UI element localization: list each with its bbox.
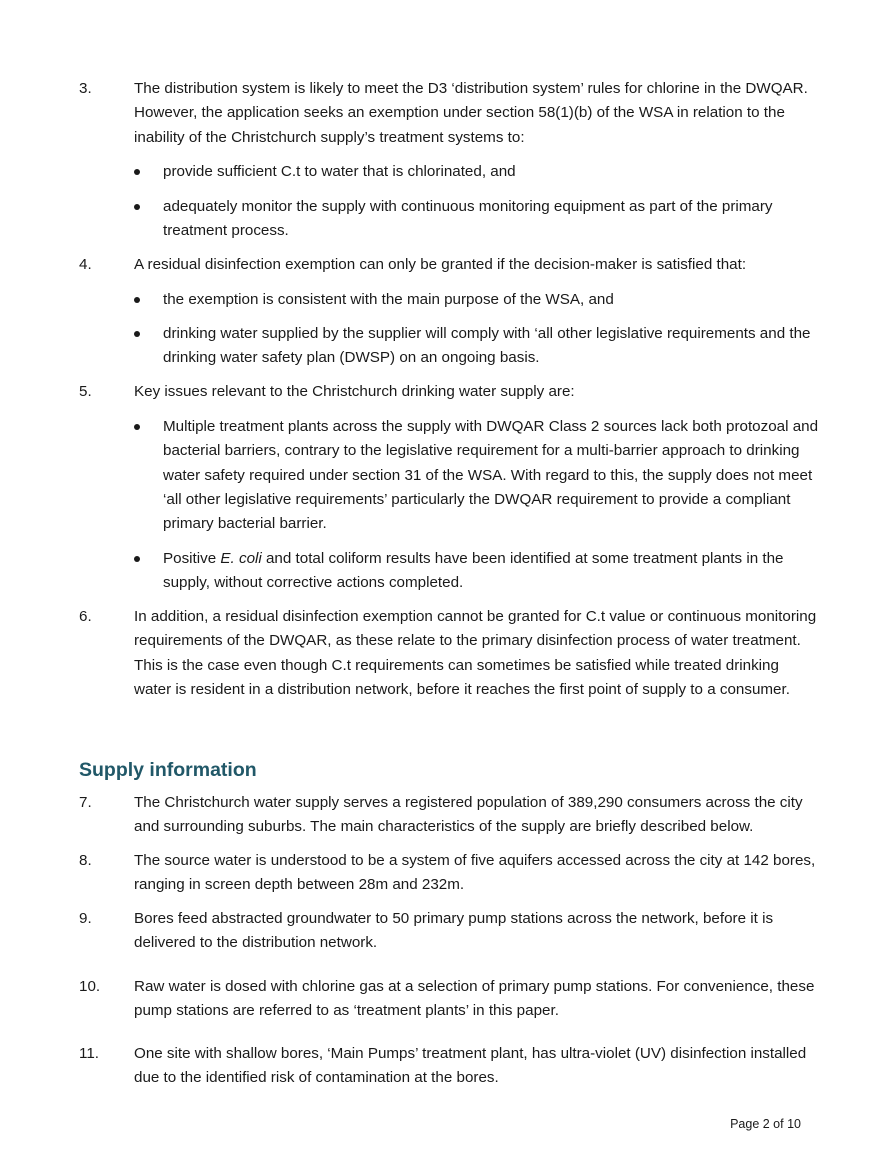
bullet-item — [134, 288, 819, 312]
paragraph-text: Raw water is dosed with chlorine gas at a selection of primary pump stations. For convenience, these pump stations are referred to as ‘treatment plants’ in this paper. — [134, 978, 815, 1020]
bullet-text-prefix: Positive — [163, 550, 221, 567]
paragraph-number: 4. — [79, 256, 92, 273]
paragraph-5 — [79, 380, 819, 404]
page-number: Page 2 of 10 — [730, 1117, 801, 1131]
paragraph-number: 8. — [79, 852, 92, 869]
paragraph-number: 3. — [79, 80, 92, 97]
paragraph-text: Key issues relevant to the Christchurch drinking water supply are: — [134, 383, 575, 400]
paragraph-number: 11. — [79, 1045, 99, 1062]
bullet-item — [134, 195, 819, 244]
bullet-text — [163, 547, 819, 596]
paragraph-3 — [79, 77, 819, 150]
paragraph-number: 9. — [79, 910, 92, 927]
bullet-item — [134, 547, 819, 596]
paragraph-number: 5. — [79, 383, 92, 400]
paragraph-number: 7. — [79, 794, 92, 811]
paragraph-8 — [79, 849, 819, 898]
paragraph-text: One site with shallow bores, ‘Main Pumps’ treatment plant, has ultra-violet (UV) disinfection installed due to the identified risk of contamination at the bores. — [134, 1045, 807, 1087]
bullet-text: provide sufficient C.t to water that is chlorinated, and — [163, 163, 516, 180]
paragraph-10 — [79, 975, 819, 1024]
paragraph-number: 10. — [79, 978, 101, 995]
bullet-text-suffix: and total coliform results have been identified at some treatment plants in the supply, without corrective actions completed. — [163, 550, 784, 592]
paragraph-11 — [79, 1042, 819, 1091]
bullet-item — [134, 415, 819, 536]
bullet-icon — [134, 204, 140, 210]
paragraph-6 — [79, 605, 819, 702]
section-heading: Supply information — [79, 759, 257, 781]
bullet-item — [134, 322, 819, 371]
bullet-icon — [134, 424, 140, 430]
paragraph-7 — [79, 791, 819, 840]
paragraph-number: 6. — [79, 608, 92, 625]
paragraph-text: Bores feed abstracted groundwater to 50 primary pump stations across the network, before it is delivered to the distribution network. — [134, 910, 774, 952]
bullet-item — [134, 160, 819, 184]
paragraph-4 — [79, 253, 819, 277]
bullet-icon — [134, 169, 140, 175]
bullet-text: Multiple treatment plants across the supply with DWQAR Class 2 sources lack both protozoal and bacterial barriers, contrary to the legislative requirement for a multi-barrier approach to drinking water safety required under section 31 of the WSA. With regard to this, the supply does not meet ‘all other legislative requirements’ particularly the DWQAR requirement to provide a compliant primary bacterial barrier. — [163, 418, 819, 533]
paragraph-9 — [79, 907, 819, 956]
bullet-text-italic: E. coli — [220, 550, 262, 567]
bullet-icon — [134, 297, 140, 303]
bullet-icon — [134, 556, 140, 562]
paragraph-text: In addition, a residual disinfection exemption cannot be granted for C.t value or continuous monitoring requirements of the DWQAR, as these relate to the primary disinfection process of water treatment. This is the case even though C.t requirements can sometimes be satisfied while treated drinking water is resident in a distribution network, before it reaches the first point of supply to a consumer. — [134, 608, 817, 698]
paragraph-text: The source water is understood to be a system of five aquifers accessed across the city at 142 bores, ranging in screen depth between 28m and 232m. — [134, 852, 816, 894]
bullet-text: drinking water supplied by the supplier will comply with ‘all other legislative requirements and the drinking water safety plan (DWSP) on an ongoing basis. — [163, 325, 811, 367]
paragraph-text: The Christchurch water supply serves a registered population of 389,290 consumers across the city and surrounding suburbs. The main characteristics of the supply are briefly described below. — [134, 794, 803, 836]
paragraph-text: The distribution system is likely to meet the D3 ‘distribution system’ rules for chlorine in the DWQAR. However, the application seeks an exemption under section 58(1)(b) of the WSA in relation to the inability of the Christchurch supply’s treatment systems to: — [134, 80, 808, 146]
bullet-text: the exemption is consistent with the main purpose of the WSA, and — [163, 291, 614, 308]
bullet-icon — [134, 331, 140, 337]
paragraph-text: A residual disinfection exemption can only be granted if the decision-maker is satisfied that: — [134, 256, 747, 273]
bullet-text: adequately monitor the supply with continuous monitoring equipment as part of the primary treatment process. — [163, 198, 773, 240]
